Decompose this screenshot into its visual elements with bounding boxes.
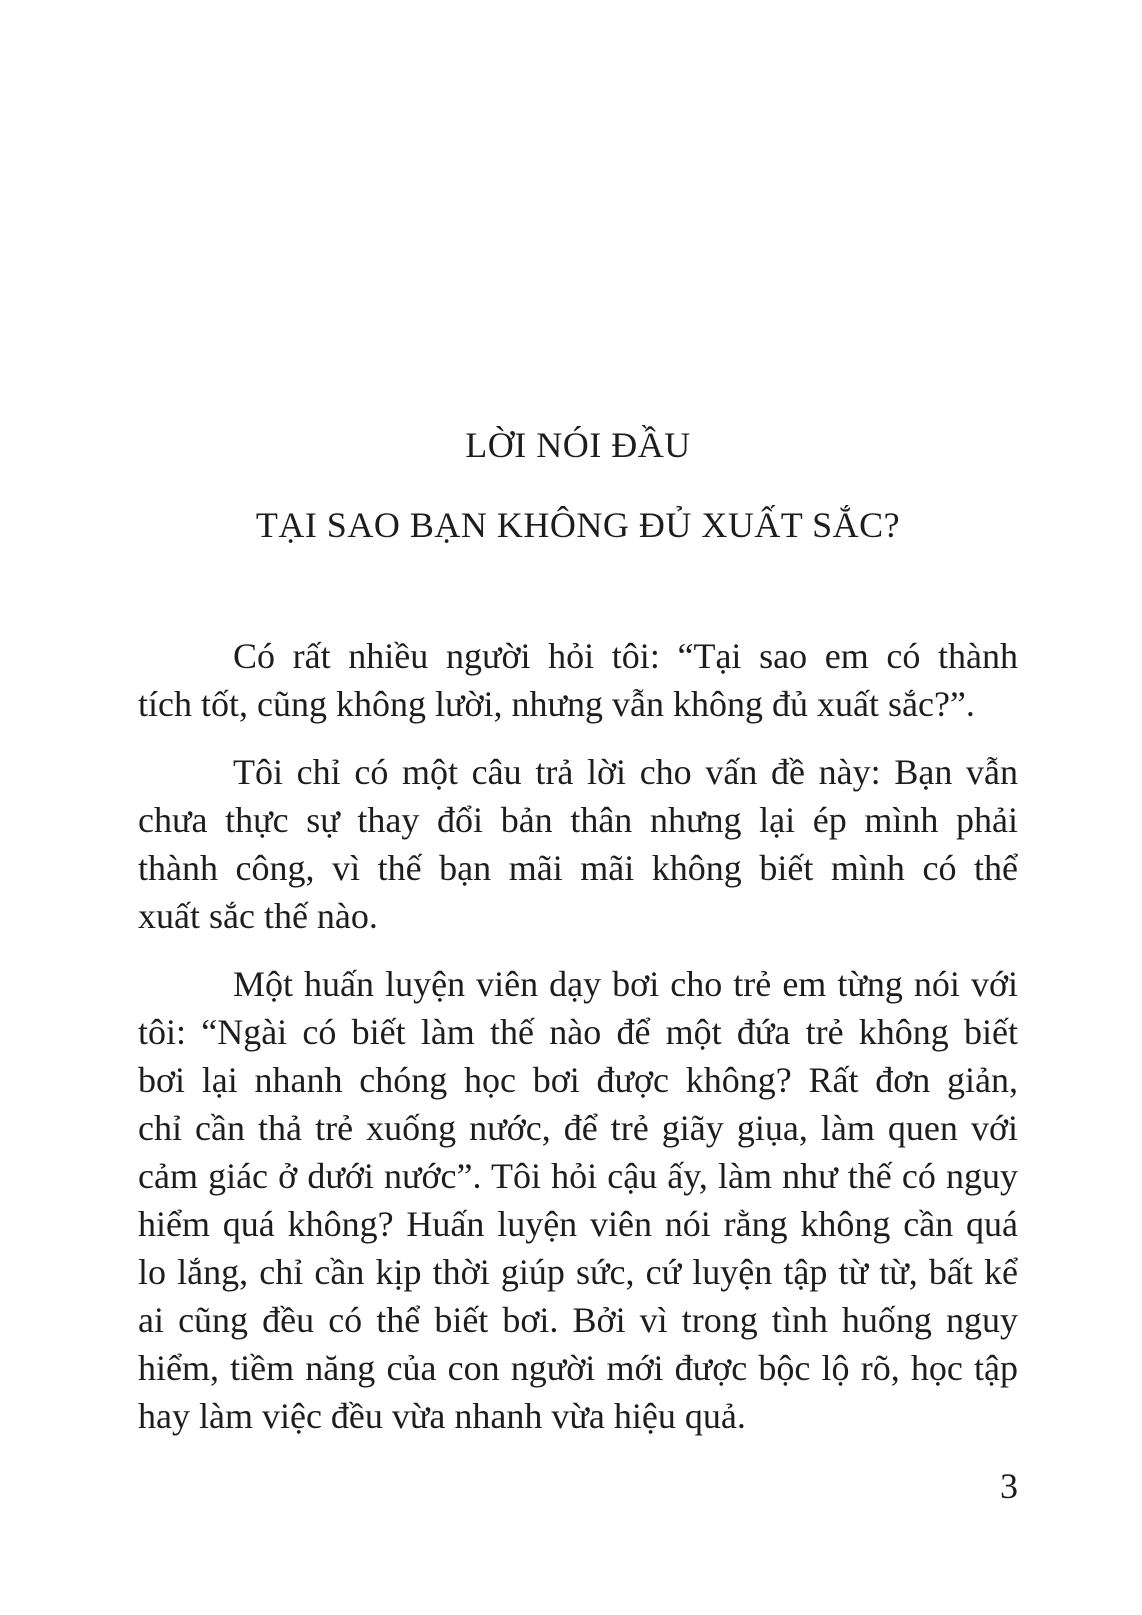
- text-line: hiểm quá không? Huấn luyện viên nói rằng không cần quá: [138, 1204, 1018, 1244]
- text-line: Tôi chỉ có một câu trả lời cho vấn đề này: Bạn vẫn: [233, 752, 1018, 792]
- text-line: chỉ cần thả trẻ xuống nước, để trẻ giãy giụa, làm quen với: [138, 1108, 1018, 1148]
- text-line: xuất sắc thế nào.: [138, 896, 378, 936]
- text-line: ai cũng đều có thể biết bơi. Bởi vì trong tình huống nguy: [138, 1300, 1018, 1340]
- body-text: [138, 632, 1018, 1440]
- text-line: hay làm việc đều vừa nhanh vừa hiệu quả.: [138, 1396, 746, 1436]
- page-number: 3: [1000, 1466, 1018, 1506]
- paragraph: [138, 960, 1018, 1440]
- text-line: Một huấn luyện viên dạy bơi cho trẻ em từng nói với: [233, 964, 1018, 1004]
- chapter-title: LỜI NÓI ĐẦU: [465, 425, 691, 465]
- text-line: bơi lại nhanh chóng học bơi được không? Rất đơn giản,: [138, 1060, 1018, 1100]
- chapter-subtitle: TẠI SAO BẠN KHÔNG ĐỦ XUẤT SẮC?: [255, 505, 901, 545]
- text-line: tôi: “Ngài có biết làm thế nào để một đứa trẻ không biết: [138, 1012, 1018, 1052]
- text-line: lo lắng, chỉ cần kịp thời giúp sức, cứ luyện tập từ từ, bất kể: [138, 1252, 1018, 1292]
- text-line: Có rất nhiều người hỏi tôi: “Tại sao em có thành: [233, 636, 1018, 676]
- text-line: hiểm, tiềm năng của con người mới được bộc lộ rõ, học tập: [138, 1348, 1018, 1388]
- text-line: thành công, vì thế bạn mãi mãi không biết mình có thể: [138, 848, 1018, 888]
- page-content: [138, 0, 1018, 1510]
- text-line: chưa thực sự thay đổi bản thân nhưng lại ép mình phải: [138, 800, 1018, 840]
- paragraph: [138, 632, 1018, 728]
- text-line: cảm giác ở dưới nước”. Tôi hỏi cậu ấy, làm như thế có nguy: [138, 1156, 1018, 1196]
- paragraph: [138, 748, 1018, 940]
- text-line: tích tốt, cũng không lười, nhưng vẫn không đủ xuất sắc?”.: [138, 684, 975, 724]
